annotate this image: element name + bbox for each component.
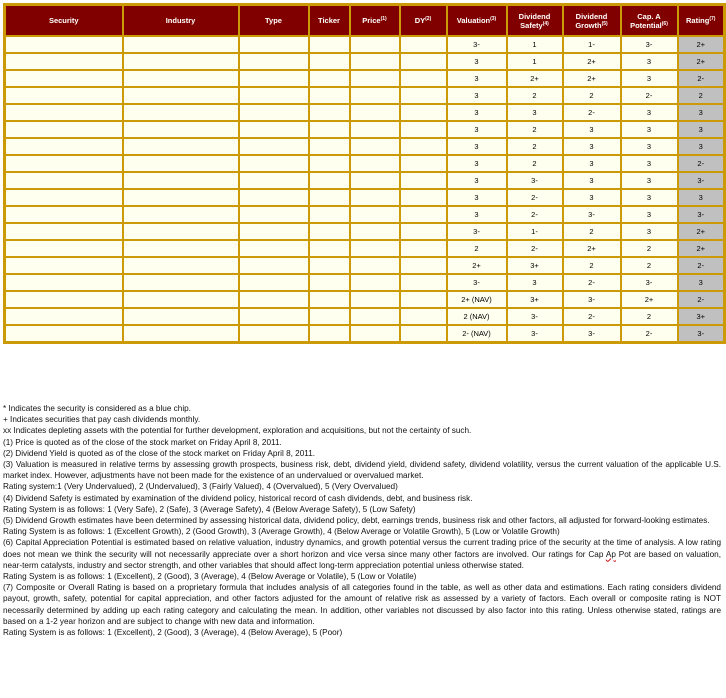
table-row bbox=[5, 121, 725, 138]
cell-valuation: 3 bbox=[447, 87, 507, 104]
cell-price bbox=[350, 36, 400, 53]
cell-security bbox=[5, 172, 123, 189]
cell-dy bbox=[400, 172, 447, 189]
footnote-marker: (5) bbox=[601, 20, 608, 27]
table-row bbox=[5, 274, 725, 291]
note-composite-rating-scale: Rating System is as follows: 1 (Excellent), 2 (Good), 3 (Average), 4 (Below Average), 5 (Poor) bbox=[3, 628, 343, 638]
cell-valuation: 3 bbox=[447, 155, 507, 172]
cell-valuation: 2+ (NAV) bbox=[447, 291, 507, 308]
cell-rating: 2 bbox=[678, 87, 725, 104]
cell-rating: 3- bbox=[678, 206, 725, 223]
note-valuation-scale: Rating system:1 (Very Undervalued), 2 (Undervalued), 3 (Fairly Valued), 4 (Overvalued), 5 (Very Overvalued) bbox=[3, 482, 398, 492]
cell-price bbox=[350, 53, 400, 70]
cell-cap-a-potential: 2 bbox=[621, 257, 678, 274]
note-dividend-growth-scale: Rating System is as follows: 1 (Excellent Growth), 2 (Good Growth), 3 (Average Growth), 4 (Below Average or Volatile Growth), 5 (Low or Volatile Growth) bbox=[3, 527, 560, 537]
cell-security bbox=[5, 104, 123, 121]
cell-ticker bbox=[309, 189, 350, 206]
cell-dividend-safety: 2 bbox=[507, 155, 563, 172]
cell-dy bbox=[400, 104, 447, 121]
cell-dy bbox=[400, 87, 447, 104]
cell-rating: 2- bbox=[678, 257, 725, 274]
cell-dividend-safety: 2- bbox=[507, 189, 563, 206]
table-row bbox=[5, 308, 725, 325]
cell-dividend-growth: 2 bbox=[563, 87, 621, 104]
table-row bbox=[5, 87, 725, 104]
cell-price bbox=[350, 189, 400, 206]
cell-dividend-safety: 2+ bbox=[507, 70, 563, 87]
cell-dividend-safety: 2 bbox=[507, 121, 563, 138]
cell-ticker bbox=[309, 36, 350, 53]
cell-cap-a-potential: 3 bbox=[621, 138, 678, 155]
cell-dividend-growth: 2+ bbox=[563, 53, 621, 70]
column-header-label: Industry bbox=[165, 16, 196, 25]
cell-dividend-safety: 1- bbox=[507, 223, 563, 240]
cell-dividend-safety: 2- bbox=[507, 240, 563, 257]
column-header-dividend-safety bbox=[507, 5, 563, 37]
cell-rating: 3 bbox=[678, 189, 725, 206]
cell-security bbox=[5, 70, 123, 87]
cell-industry bbox=[123, 257, 239, 274]
cell-industry bbox=[123, 70, 239, 87]
cell-dividend-safety: 3 bbox=[507, 104, 563, 121]
cell-cap-a-potential: 2 bbox=[621, 240, 678, 257]
cell-dy bbox=[400, 138, 447, 155]
column-header-industry bbox=[123, 5, 239, 37]
cell-price bbox=[350, 138, 400, 155]
footnote-marker: (7) bbox=[709, 16, 716, 22]
cell-rating: 2- bbox=[678, 70, 725, 87]
cell-rating: 2+ bbox=[678, 240, 725, 257]
table-row bbox=[5, 155, 725, 172]
cell-ticker bbox=[309, 223, 350, 240]
table-row bbox=[5, 240, 725, 257]
cell-type bbox=[239, 206, 309, 223]
cell-industry bbox=[123, 325, 239, 343]
cell-dy bbox=[400, 308, 447, 325]
cell-type bbox=[239, 223, 309, 240]
cell-ticker bbox=[309, 87, 350, 104]
cell-price bbox=[350, 223, 400, 240]
table-row bbox=[5, 36, 725, 53]
cell-type bbox=[239, 172, 309, 189]
note-dividend-growth: (5) Dividend Growth estimates have been determined by assessing historical data, dividend policy, debt, earnings trends, business risk and other factors, all adjusted for forward-looking estimates. bbox=[3, 516, 710, 526]
cell-price bbox=[350, 257, 400, 274]
cell-security bbox=[5, 121, 123, 138]
cell-security bbox=[5, 240, 123, 257]
cell-security bbox=[5, 155, 123, 172]
footnote-marker: (1) bbox=[380, 16, 387, 22]
cell-industry bbox=[123, 206, 239, 223]
cell-cap-a-potential: 3 bbox=[621, 223, 678, 240]
cell-price bbox=[350, 172, 400, 189]
table-row bbox=[5, 257, 725, 274]
cell-type bbox=[239, 53, 309, 70]
table-row bbox=[5, 206, 725, 223]
cell-dividend-safety: 3- bbox=[507, 325, 563, 343]
cell-price bbox=[350, 274, 400, 291]
cell-valuation: 3 bbox=[447, 121, 507, 138]
column-header-cap-a-potential bbox=[621, 5, 678, 37]
column-header-label: Ticker bbox=[318, 16, 340, 25]
cell-rating: 2- bbox=[678, 291, 725, 308]
column-header-label: Valuation bbox=[456, 16, 491, 25]
cell-ticker bbox=[309, 104, 350, 121]
cell-type bbox=[239, 274, 309, 291]
cell-dy bbox=[400, 291, 447, 308]
cell-valuation: 3 bbox=[447, 138, 507, 155]
cell-rating: 3+ bbox=[678, 308, 725, 325]
cell-dividend-growth: 1- bbox=[563, 36, 621, 53]
cell-security bbox=[5, 53, 123, 70]
cell-industry bbox=[123, 87, 239, 104]
table-row bbox=[5, 189, 725, 206]
cell-ticker bbox=[309, 257, 350, 274]
cell-dividend-safety: 1 bbox=[507, 36, 563, 53]
cell-rating: 2+ bbox=[678, 53, 725, 70]
cell-dividend-growth: 3- bbox=[563, 325, 621, 343]
column-header-label: DY bbox=[414, 16, 426, 25]
cell-ticker bbox=[309, 53, 350, 70]
cell-cap-a-potential: 3 bbox=[621, 206, 678, 223]
cell-valuation: 2 bbox=[447, 240, 507, 257]
cell-cap-a-potential: 3 bbox=[621, 155, 678, 172]
cell-dy bbox=[400, 206, 447, 223]
cell-type bbox=[239, 121, 309, 138]
table-row bbox=[5, 104, 725, 121]
column-header-dividend-growth bbox=[563, 5, 621, 37]
note-dividend-safety-scale: Rating System is as follows: 1 (Very Safe), 2 (Safe), 3 (Average Safety), 4 (Below Average Safety), 5 (Low Safety) bbox=[3, 504, 416, 514]
cell-dividend-growth: 3 bbox=[563, 138, 621, 155]
cell-dividend-growth: 2 bbox=[563, 223, 621, 240]
cell-dividend-growth: 2- bbox=[563, 308, 621, 325]
cell-dividend-growth: 3- bbox=[563, 206, 621, 223]
cell-ticker bbox=[309, 274, 350, 291]
column-header-type bbox=[239, 5, 309, 37]
cell-cap-a-potential: 3 bbox=[621, 70, 678, 87]
cell-rating: 3 bbox=[678, 121, 725, 138]
note-capital-appreciation bbox=[3, 537, 721, 571]
table-row bbox=[5, 70, 725, 87]
cell-dividend-safety: 3+ bbox=[507, 257, 563, 274]
cell-price bbox=[350, 87, 400, 104]
note-dividend-yield: (2) Dividend Yield is quoted as of the close of the stock market on Friday April 8, 2011. bbox=[3, 448, 316, 458]
footnote-marker: (4) bbox=[542, 20, 549, 27]
table-row bbox=[5, 138, 725, 155]
cell-security bbox=[5, 308, 123, 325]
column-header-label: Rating bbox=[686, 16, 710, 25]
cell-cap-a-potential: 3 bbox=[621, 53, 678, 70]
cell-rating: 2- bbox=[678, 155, 725, 172]
cell-dividend-growth: 2+ bbox=[563, 70, 621, 87]
cell-dividend-safety: 1 bbox=[507, 53, 563, 70]
cell-rating: 3 bbox=[678, 274, 725, 291]
table-header-row bbox=[5, 5, 725, 37]
cell-type bbox=[239, 240, 309, 257]
column-header-dy bbox=[400, 5, 447, 37]
cell-ticker bbox=[309, 138, 350, 155]
cell-valuation: 3 bbox=[447, 104, 507, 121]
cell-dividend-safety: 2- bbox=[507, 206, 563, 223]
cell-security bbox=[5, 274, 123, 291]
cell-dy bbox=[400, 257, 447, 274]
cell-dividend-growth: 3 bbox=[563, 172, 621, 189]
cell-industry bbox=[123, 53, 239, 70]
cell-ticker bbox=[309, 121, 350, 138]
cell-dividend-safety: 2 bbox=[507, 87, 563, 104]
cell-dividend-safety: 3 bbox=[507, 274, 563, 291]
cell-industry bbox=[123, 138, 239, 155]
cell-dividend-growth: 2 bbox=[563, 257, 621, 274]
cell-dividend-growth: 3- bbox=[563, 291, 621, 308]
cell-security bbox=[5, 325, 123, 343]
cell-security bbox=[5, 223, 123, 240]
cell-industry bbox=[123, 308, 239, 325]
cell-cap-a-potential: 3 bbox=[621, 104, 678, 121]
cell-rating: 3- bbox=[678, 172, 725, 189]
note-monthly: + Indicates securities that pay cash dividends monthly. bbox=[3, 415, 201, 425]
footnote-marker: (6) bbox=[661, 20, 668, 27]
column-header-label: Dividend Safety bbox=[518, 11, 551, 30]
table-row bbox=[5, 172, 725, 189]
cell-cap-a-potential: 3 bbox=[621, 189, 678, 206]
cell-type bbox=[239, 70, 309, 87]
cell-type bbox=[239, 36, 309, 53]
cell-price bbox=[350, 291, 400, 308]
cell-type bbox=[239, 325, 309, 343]
cell-ticker bbox=[309, 291, 350, 308]
cell-type bbox=[239, 308, 309, 325]
cell-dividend-growth: 3 bbox=[563, 189, 621, 206]
cell-price bbox=[350, 121, 400, 138]
cell-dividend-safety: 3- bbox=[507, 172, 563, 189]
footnote-marker: (3) bbox=[490, 16, 497, 22]
cell-valuation: 3 bbox=[447, 189, 507, 206]
cell-valuation: 2- (NAV) bbox=[447, 325, 507, 343]
cell-ticker bbox=[309, 172, 350, 189]
cell-dividend-safety: 3+ bbox=[507, 291, 563, 308]
cell-price bbox=[350, 70, 400, 87]
cell-dy bbox=[400, 274, 447, 291]
dividend-ratings-table bbox=[3, 3, 726, 344]
cell-price bbox=[350, 155, 400, 172]
cell-price bbox=[350, 206, 400, 223]
cell-cap-a-potential: 3- bbox=[621, 274, 678, 291]
cell-dy bbox=[400, 36, 447, 53]
cell-valuation: 3- bbox=[447, 223, 507, 240]
table-row bbox=[5, 325, 725, 343]
cell-type bbox=[239, 155, 309, 172]
column-header-valuation bbox=[447, 5, 507, 37]
column-header-label: Cap. A Potential bbox=[630, 11, 662, 30]
cell-industry bbox=[123, 291, 239, 308]
cell-dividend-growth: 2+ bbox=[563, 240, 621, 257]
cell-dy bbox=[400, 240, 447, 257]
cell-dividend-growth: 2- bbox=[563, 104, 621, 121]
cell-industry bbox=[123, 172, 239, 189]
cell-ticker bbox=[309, 206, 350, 223]
table-row bbox=[5, 223, 725, 240]
cell-cap-a-potential: 2- bbox=[621, 325, 678, 343]
footnotes bbox=[3, 403, 721, 638]
cell-cap-a-potential: 3 bbox=[621, 121, 678, 138]
cell-industry bbox=[123, 274, 239, 291]
cell-dy bbox=[400, 155, 447, 172]
note-capital-appreciation-part-a: (6) Capital Appreciation Potential is estimated based on relative valuation, industry dynamics, and growth potential versus the current trading price of the security at the time of analysis. A low rating does not mean we think the security will not necessarily appreciate over a short horizon and vice versa since many other factors are involved. Our ratings for Cap bbox=[3, 538, 721, 559]
cell-ticker bbox=[309, 308, 350, 325]
cell-type bbox=[239, 138, 309, 155]
cell-industry bbox=[123, 121, 239, 138]
note-valuation: (3) Valuation is measured in relative terms by assessing growth prospects, business risk, debt, dividend yield, dividend safety, dividend volatility, versus the current valuation of the applicable U.S. market index. However, adjustments have not been made for the existence of an undervalued or overvalued market. bbox=[3, 460, 721, 481]
cell-industry bbox=[123, 155, 239, 172]
column-header-label: Type bbox=[265, 16, 282, 25]
cell-type bbox=[239, 291, 309, 308]
footnote-marker: (2) bbox=[425, 16, 432, 22]
note-capital-appreciation-part-b: Pot are based on valuation, near-term catalysts, industry and sector strength, and other variables that should affect long-term appreciation potential unless otherwise stated. bbox=[3, 549, 721, 570]
note-capital-appreciation-scale: Rating System is as follows: 1 (Excellent), 2 (Good), 3 (Average), 4 (Below Average or Volatile), 5 (Low or Volatile) bbox=[3, 572, 417, 582]
cell-security bbox=[5, 206, 123, 223]
cell-cap-a-potential: 2 bbox=[621, 308, 678, 325]
cell-price bbox=[350, 104, 400, 121]
cell-type bbox=[239, 189, 309, 206]
cell-cap-a-potential: 3 bbox=[621, 172, 678, 189]
column-header-security bbox=[5, 5, 123, 37]
cell-cap-a-potential: 3- bbox=[621, 36, 678, 53]
cell-price bbox=[350, 240, 400, 257]
table-row bbox=[5, 53, 725, 70]
cell-rating: 3- bbox=[678, 325, 725, 343]
cell-valuation: 3 bbox=[447, 206, 507, 223]
table-row bbox=[5, 291, 725, 308]
cell-valuation: 3 bbox=[447, 172, 507, 189]
cell-dy bbox=[400, 70, 447, 87]
cell-type bbox=[239, 104, 309, 121]
cell-industry bbox=[123, 36, 239, 53]
note-blue-chip: * Indicates the security is considered as a blue chip. bbox=[3, 404, 191, 413]
cell-cap-a-potential: 2- bbox=[621, 87, 678, 104]
cell-industry bbox=[123, 240, 239, 257]
cell-ticker bbox=[309, 155, 350, 172]
cell-security bbox=[5, 189, 123, 206]
cell-rating: 3 bbox=[678, 138, 725, 155]
cell-security bbox=[5, 291, 123, 308]
cell-valuation: 2 (NAV) bbox=[447, 308, 507, 325]
cell-dy bbox=[400, 121, 447, 138]
cell-industry bbox=[123, 104, 239, 121]
cell-price bbox=[350, 308, 400, 325]
cell-valuation: 3 bbox=[447, 53, 507, 70]
column-header-price bbox=[350, 5, 400, 37]
cell-security bbox=[5, 138, 123, 155]
cell-ticker bbox=[309, 240, 350, 257]
cell-valuation: 3 bbox=[447, 70, 507, 87]
note-composite-rating: (7) Composite or Overall Rating is based on a proprietary formula that includes analysis of all categories found in the table, as well as other data and estimations. Each rating considers dividend payout, growth, safety, potential for capital appreciation, and other factors adjusted for the amount of relative risk as assessed by a variety of factors. Each overall or composite rating is NOT necessarily determined by adding up each rating category and calculating the mean. In addition, other variables not discussed by also factor into this rating. Unless otherwise stated, ratings are based on a 1-2 year horizon and are subject to change with new data and information. bbox=[3, 583, 721, 626]
cell-type bbox=[239, 257, 309, 274]
column-header-ticker bbox=[309, 5, 350, 37]
cell-valuation: 3- bbox=[447, 274, 507, 291]
spellcheck-flagged-word[interactable]: Ap bbox=[605, 549, 616, 559]
cell-ticker bbox=[309, 70, 350, 87]
cell-valuation: 3- bbox=[447, 36, 507, 53]
column-header-rating bbox=[678, 5, 725, 37]
cell-valuation: 2+ bbox=[447, 257, 507, 274]
cell-price bbox=[350, 325, 400, 343]
note-dividend-safety: (4) Dividend Safety is estimated by examination of the dividend policy, historical record of cash dividends, debt, and business risk. bbox=[3, 493, 473, 503]
cell-dividend-growth: 3 bbox=[563, 155, 621, 172]
note-depleting: xx Indicates depleting assets with the potential for further development, exploration and acquisitions, but not the certainty of such. bbox=[3, 426, 472, 436]
cell-type bbox=[239, 87, 309, 104]
note-price: (1) Price is quoted as of the close of the stock market on Friday April 8, 2011. bbox=[3, 437, 282, 447]
cell-rating: 3 bbox=[678, 104, 725, 121]
cell-dividend-growth: 2- bbox=[563, 274, 621, 291]
cell-industry bbox=[123, 189, 239, 206]
cell-dy bbox=[400, 53, 447, 70]
cell-security bbox=[5, 87, 123, 104]
cell-rating: 2+ bbox=[678, 223, 725, 240]
cell-ticker bbox=[309, 325, 350, 343]
column-header-label: Price bbox=[362, 16, 381, 25]
cell-dividend-growth: 3 bbox=[563, 121, 621, 138]
ratings-table-container bbox=[3, 3, 726, 344]
cell-dividend-safety: 2 bbox=[507, 138, 563, 155]
cell-dy bbox=[400, 189, 447, 206]
cell-industry bbox=[123, 223, 239, 240]
cell-rating: 2+ bbox=[678, 36, 725, 53]
cell-dy bbox=[400, 325, 447, 343]
column-header-label: Security bbox=[48, 16, 79, 25]
cell-security bbox=[5, 36, 123, 53]
cell-dividend-safety: 3- bbox=[507, 308, 563, 325]
column-header-label: Dividend Growth bbox=[575, 11, 608, 30]
cell-security bbox=[5, 257, 123, 274]
cell-cap-a-potential: 2+ bbox=[621, 291, 678, 308]
cell-dy bbox=[400, 223, 447, 240]
table-body bbox=[5, 36, 725, 343]
